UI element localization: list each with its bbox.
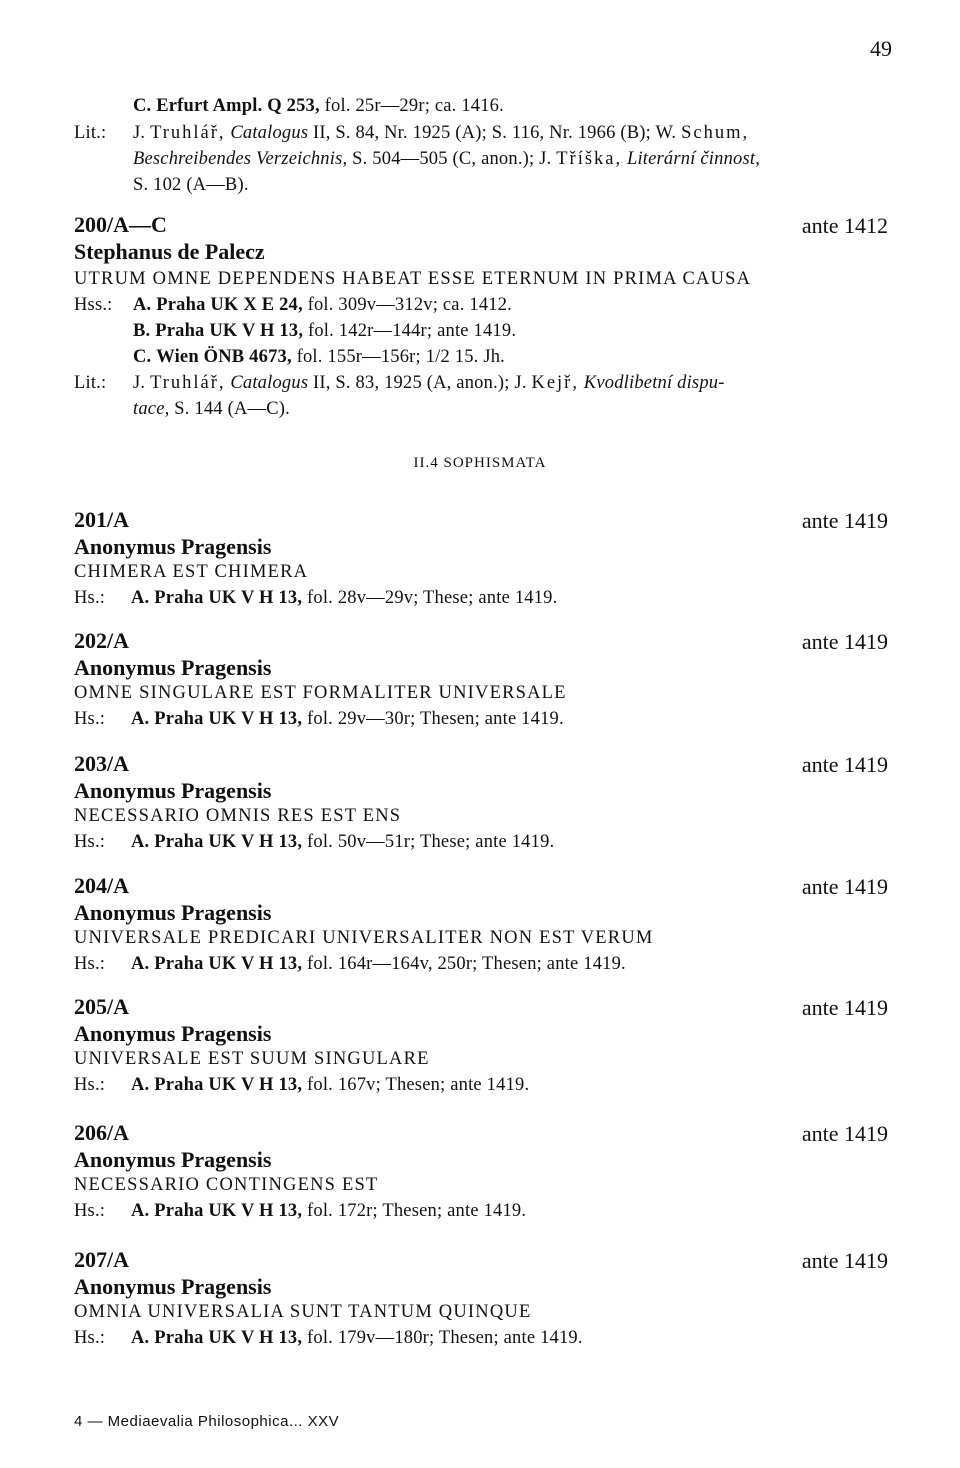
entry-number: 204/A: [74, 873, 129, 898]
entry-title: UTRUM OMNE DEPENDENS HABEAT ESSE ETERNUM IN PRIMA CAUSA: [74, 269, 752, 289]
entry-title: UNIVERSALE PREDICARI UNIVERSALITER NON EST VERUM: [74, 928, 654, 948]
manuscript-siglum: A.: [131, 1075, 150, 1095]
manuscript-library: Praha UK V H 13,: [154, 1075, 303, 1095]
entry-number: 207/A: [74, 1247, 129, 1272]
entry-author: Anonymus Pragensis: [74, 900, 272, 925]
author-initial: J.: [133, 123, 151, 143]
entry-date: ante 1412: [801, 213, 888, 238]
section-heading: II.4 SOPHISMATA: [413, 455, 547, 471]
entry-date: ante 1419: [801, 629, 888, 654]
entry-author: Anonymus Pragensis: [74, 1274, 272, 1299]
manuscript-folio: fol. 179v—180r; Thesen; ante 1419.: [307, 1328, 583, 1348]
manuscript-label: Hs.:: [74, 1075, 106, 1095]
work-title: Catalogus: [230, 373, 309, 393]
entry-author: Anonymus Pragensis: [74, 1021, 272, 1046]
author-name: Truhlář,: [150, 123, 226, 143]
manuscript-line: [133, 96, 504, 117]
author-name: Tříška,: [556, 149, 623, 169]
author-name: Kejř,: [531, 373, 579, 393]
literature-line: [74, 373, 725, 394]
entry-number: 205/A: [74, 994, 129, 1019]
manuscript-label: Hs.:: [74, 588, 106, 608]
manuscript-siglum: A.: [131, 954, 150, 974]
author-name: Truhlář,: [150, 373, 226, 393]
entry-author: Anonymus Pragensis: [74, 778, 272, 803]
work-title: Literární činnost,: [626, 149, 761, 169]
manuscript-line: [74, 954, 626, 975]
page-number: 49: [870, 36, 892, 61]
work-title: tace,: [133, 399, 170, 419]
literature-label: Lit.:: [74, 123, 107, 143]
entry-title: OMNIA UNIVERSALIA SUNT TANTUM QUINQUE: [74, 1302, 532, 1322]
manuscript-label: Hs.:: [74, 709, 106, 729]
entry-number: 206/A: [74, 1120, 129, 1145]
entry-date: ante 1419: [801, 1248, 888, 1273]
manuscript-siglum: A.: [131, 588, 150, 608]
manuscript-line: [74, 588, 557, 609]
manuscript-folio: fol. 172r; Thesen; ante 1419.: [307, 1201, 527, 1221]
manuscript-library: Praha UK V H 13,: [154, 709, 303, 729]
manuscript-label: Hs.:: [74, 1328, 106, 1348]
entry-title: NECESSARIO CONTINGENS EST: [74, 1175, 379, 1195]
manuscript-line: [74, 1328, 583, 1349]
manuscript-library: Praha UK V H 13,: [154, 588, 303, 608]
manuscript-line: [133, 347, 505, 368]
manuscript-line: [74, 295, 512, 316]
work-title: Beschreibendes Verzeichnis,: [133, 149, 348, 169]
entry-author: Anonymus Pragensis: [74, 655, 272, 680]
work-title: Catalogus: [230, 123, 309, 143]
manuscript-siglum: C.: [133, 96, 152, 116]
entry-number: 203/A: [74, 751, 129, 776]
work-title: Kvodlibetní dispu-: [583, 373, 725, 393]
manuscript-library: Erfurt Ampl. Q 253,: [156, 96, 320, 116]
entry-title: NECESSARIO OMNIS RES EST ENS: [74, 806, 402, 826]
manuscript-siglum: A.: [131, 1328, 150, 1348]
literature-line: [133, 399, 290, 420]
author-initial: J.: [133, 373, 151, 393]
entry-date: ante 1419: [801, 752, 888, 777]
manuscript-library: Praha UK V H 13,: [154, 1328, 303, 1348]
manuscript-folio: fol. 25r—29r; ca. 1416.: [324, 96, 504, 116]
literature-reference: S. 144 (A—C).: [174, 399, 290, 419]
entry-title: OMNE SINGULARE EST FORMALITER UNIVERSALE: [74, 683, 567, 703]
entry-number: 200/A—C: [74, 212, 167, 237]
manuscript-line: [133, 321, 516, 342]
entry-title: UNIVERSALE EST SUUM SINGULARE: [74, 1049, 430, 1069]
entry-author: Anonymus Pragensis: [74, 1147, 272, 1172]
manuscript-siglum: C.: [133, 347, 152, 367]
entry-author: Anonymus Pragensis: [74, 534, 272, 559]
literature-reference: S. 504—505 (C, anon.); J.: [352, 149, 557, 169]
manuscript-folio: fol. 155r—156r; 1/2 15. Jh.: [296, 347, 506, 367]
manuscript-line: [74, 709, 564, 730]
manuscript-folio: fol. 309v—312v; ca. 1412.: [307, 295, 512, 315]
literature-label: Lit.:: [74, 373, 107, 393]
manuscript-label: Hs.:: [74, 954, 106, 974]
entry-date: ante 1419: [801, 874, 888, 899]
literature-line: S. 102 (A—B).: [133, 175, 249, 195]
literature-line: [74, 123, 749, 144]
manuscript-line: [74, 1201, 526, 1222]
manuscript-library: Praha UK V H 13,: [154, 832, 303, 852]
manuscripts-label: Hss.:: [74, 295, 113, 315]
entry-date: ante 1419: [801, 995, 888, 1020]
entry-author: Stephanus de Palecz: [74, 239, 265, 264]
manuscript-folio: fol. 164r—164v, 250r; Thesen; ante 1419.: [307, 954, 626, 974]
manuscript-folio: fol. 167v; Thesen; ante 1419.: [307, 1075, 530, 1095]
manuscript-siglum: A.: [131, 1201, 150, 1221]
manuscript-folio: fol. 28v—29v; These; ante 1419.: [307, 588, 558, 608]
manuscript-siglum: A.: [131, 709, 150, 729]
manuscript-label: Hs.:: [74, 1201, 106, 1221]
manuscript-folio: fol. 29v—30r; Thesen; ante 1419.: [307, 709, 564, 729]
literature-line: [133, 149, 760, 170]
entry-date: ante 1419: [801, 1121, 888, 1146]
manuscript-siglum: B.: [133, 321, 151, 341]
manuscript-library: Praha UK X E 24,: [156, 295, 303, 315]
entry-date: ante 1419: [801, 508, 888, 533]
entry-number: 201/A: [74, 507, 129, 532]
author-name: Schum,: [681, 123, 750, 143]
manuscript-line: [74, 832, 554, 853]
manuscript-library: Wien ÖNB 4673,: [156, 347, 292, 367]
manuscript-folio: fol. 142r—144r; ante 1419.: [308, 321, 517, 341]
manuscript-label: Hs.:: [74, 832, 106, 852]
manuscript-siglum: A.: [133, 295, 152, 315]
page-footer: 4 — Mediaevalia Philosophica... XXV: [74, 1413, 340, 1430]
manuscript-library: Praha UK V H 13,: [154, 1201, 303, 1221]
entry-title: CHIMERA EST CHIMERA: [74, 562, 309, 582]
manuscript-folio: fol. 50v—51r; These; ante 1419.: [307, 832, 555, 852]
literature-reference: II, S. 84, Nr. 1925 (A); S. 116, Nr. 1966 (B); W.: [313, 123, 682, 143]
manuscript-siglum: A.: [131, 832, 150, 852]
literature-reference: II, S. 83, 1925 (A, anon.); J.: [313, 373, 532, 393]
manuscript-library: Praha UK V H 13,: [154, 954, 303, 974]
entry-number: 202/A: [74, 628, 129, 653]
manuscript-library: Praha UK V H 13,: [155, 321, 304, 341]
manuscript-line: [74, 1075, 529, 1096]
